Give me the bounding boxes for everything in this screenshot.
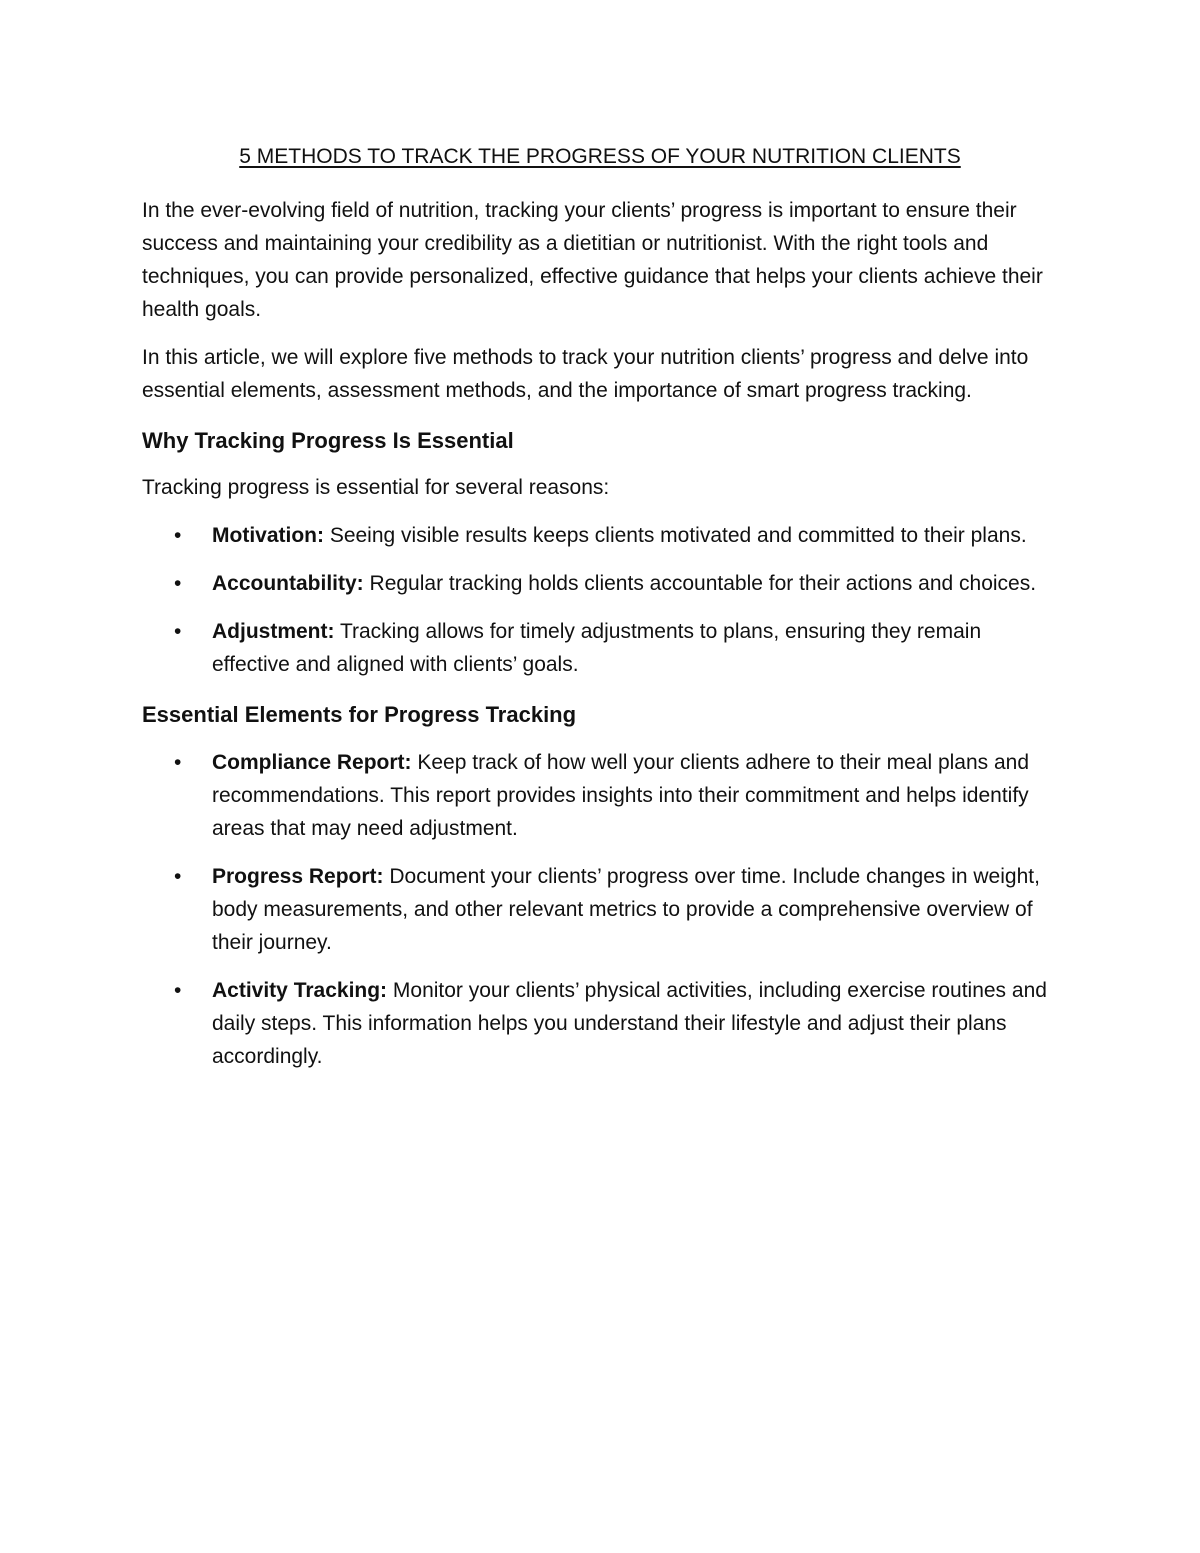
bullet-icon: • xyxy=(174,751,182,774)
item-term: Accountability: xyxy=(212,572,364,595)
item-text: Tracking allows for timely adjustments to plans, ensuring they remain effective and aligned with clients’ goals. xyxy=(212,620,982,676)
bullet-list xyxy=(142,746,1058,1073)
bullet-icon: • xyxy=(174,979,182,1002)
item-text: Keep track of how well your clients adhere to their meal plans and recommendations. This report provides insights into their commitment and helps identify areas that may need adjustment. xyxy=(212,751,1030,840)
item-text: Regular tracking holds clients accountable for their actions and choices. xyxy=(363,572,1037,595)
section-heading: Why Tracking Progress Is Essential xyxy=(142,428,514,453)
list-item xyxy=(142,615,1058,681)
item-term: Adjustment: xyxy=(212,620,335,643)
item-term: Progress Report: xyxy=(212,865,384,888)
section-intro: Tracking progress is essential for several reasons: xyxy=(142,476,610,499)
intro-paragraph: In this article, we will explore five methods to track your nutrition clients’ progress and delve into essential elements, assessment methods, and the importance of smart progress tracking. xyxy=(142,346,1029,402)
list-item xyxy=(142,746,1058,845)
item-text: Seeing visible results keeps clients motivated and committed to their plans. xyxy=(323,524,1027,547)
section-heading: Essential Elements for Progress Tracking xyxy=(142,702,577,727)
item-text: Document your clients’ progress over time. Include changes in weight, body measurements, and other relevant metrics to provide a comprehensive overview of their journey. xyxy=(212,865,1040,954)
bullet-icon: • xyxy=(174,524,182,547)
bullet-icon: • xyxy=(174,572,182,595)
item-term: Activity Tracking: xyxy=(212,979,388,1002)
list-item xyxy=(142,974,1058,1073)
document-title: 5 METHODS TO TRACK THE PROGRESS OF YOUR NUTRITION CLIENTS xyxy=(239,145,961,168)
item-term: Motivation: xyxy=(212,524,324,547)
bullet-icon: • xyxy=(174,620,182,643)
item-text: Monitor your clients’ physical activities, including exercise routines and daily steps. This information helps you understand their lifestyle and adjust their plans accordingly. xyxy=(212,979,1047,1068)
item-term: Compliance Report: xyxy=(212,751,412,774)
list-item xyxy=(142,860,1058,959)
bullet-icon: • xyxy=(174,865,182,888)
list-item xyxy=(142,567,1058,600)
bullet-list xyxy=(142,519,1058,681)
intro-paragraph: In the ever-evolving field of nutrition, tracking your clients’ progress is important to ensure their success and maintaining your credibility as a dietitian or nutritionist. With the right tools and techniques, you can provide personalized, effective guidance that helps your clients achieve their health goals. xyxy=(142,199,1043,321)
list-item xyxy=(142,519,1058,552)
